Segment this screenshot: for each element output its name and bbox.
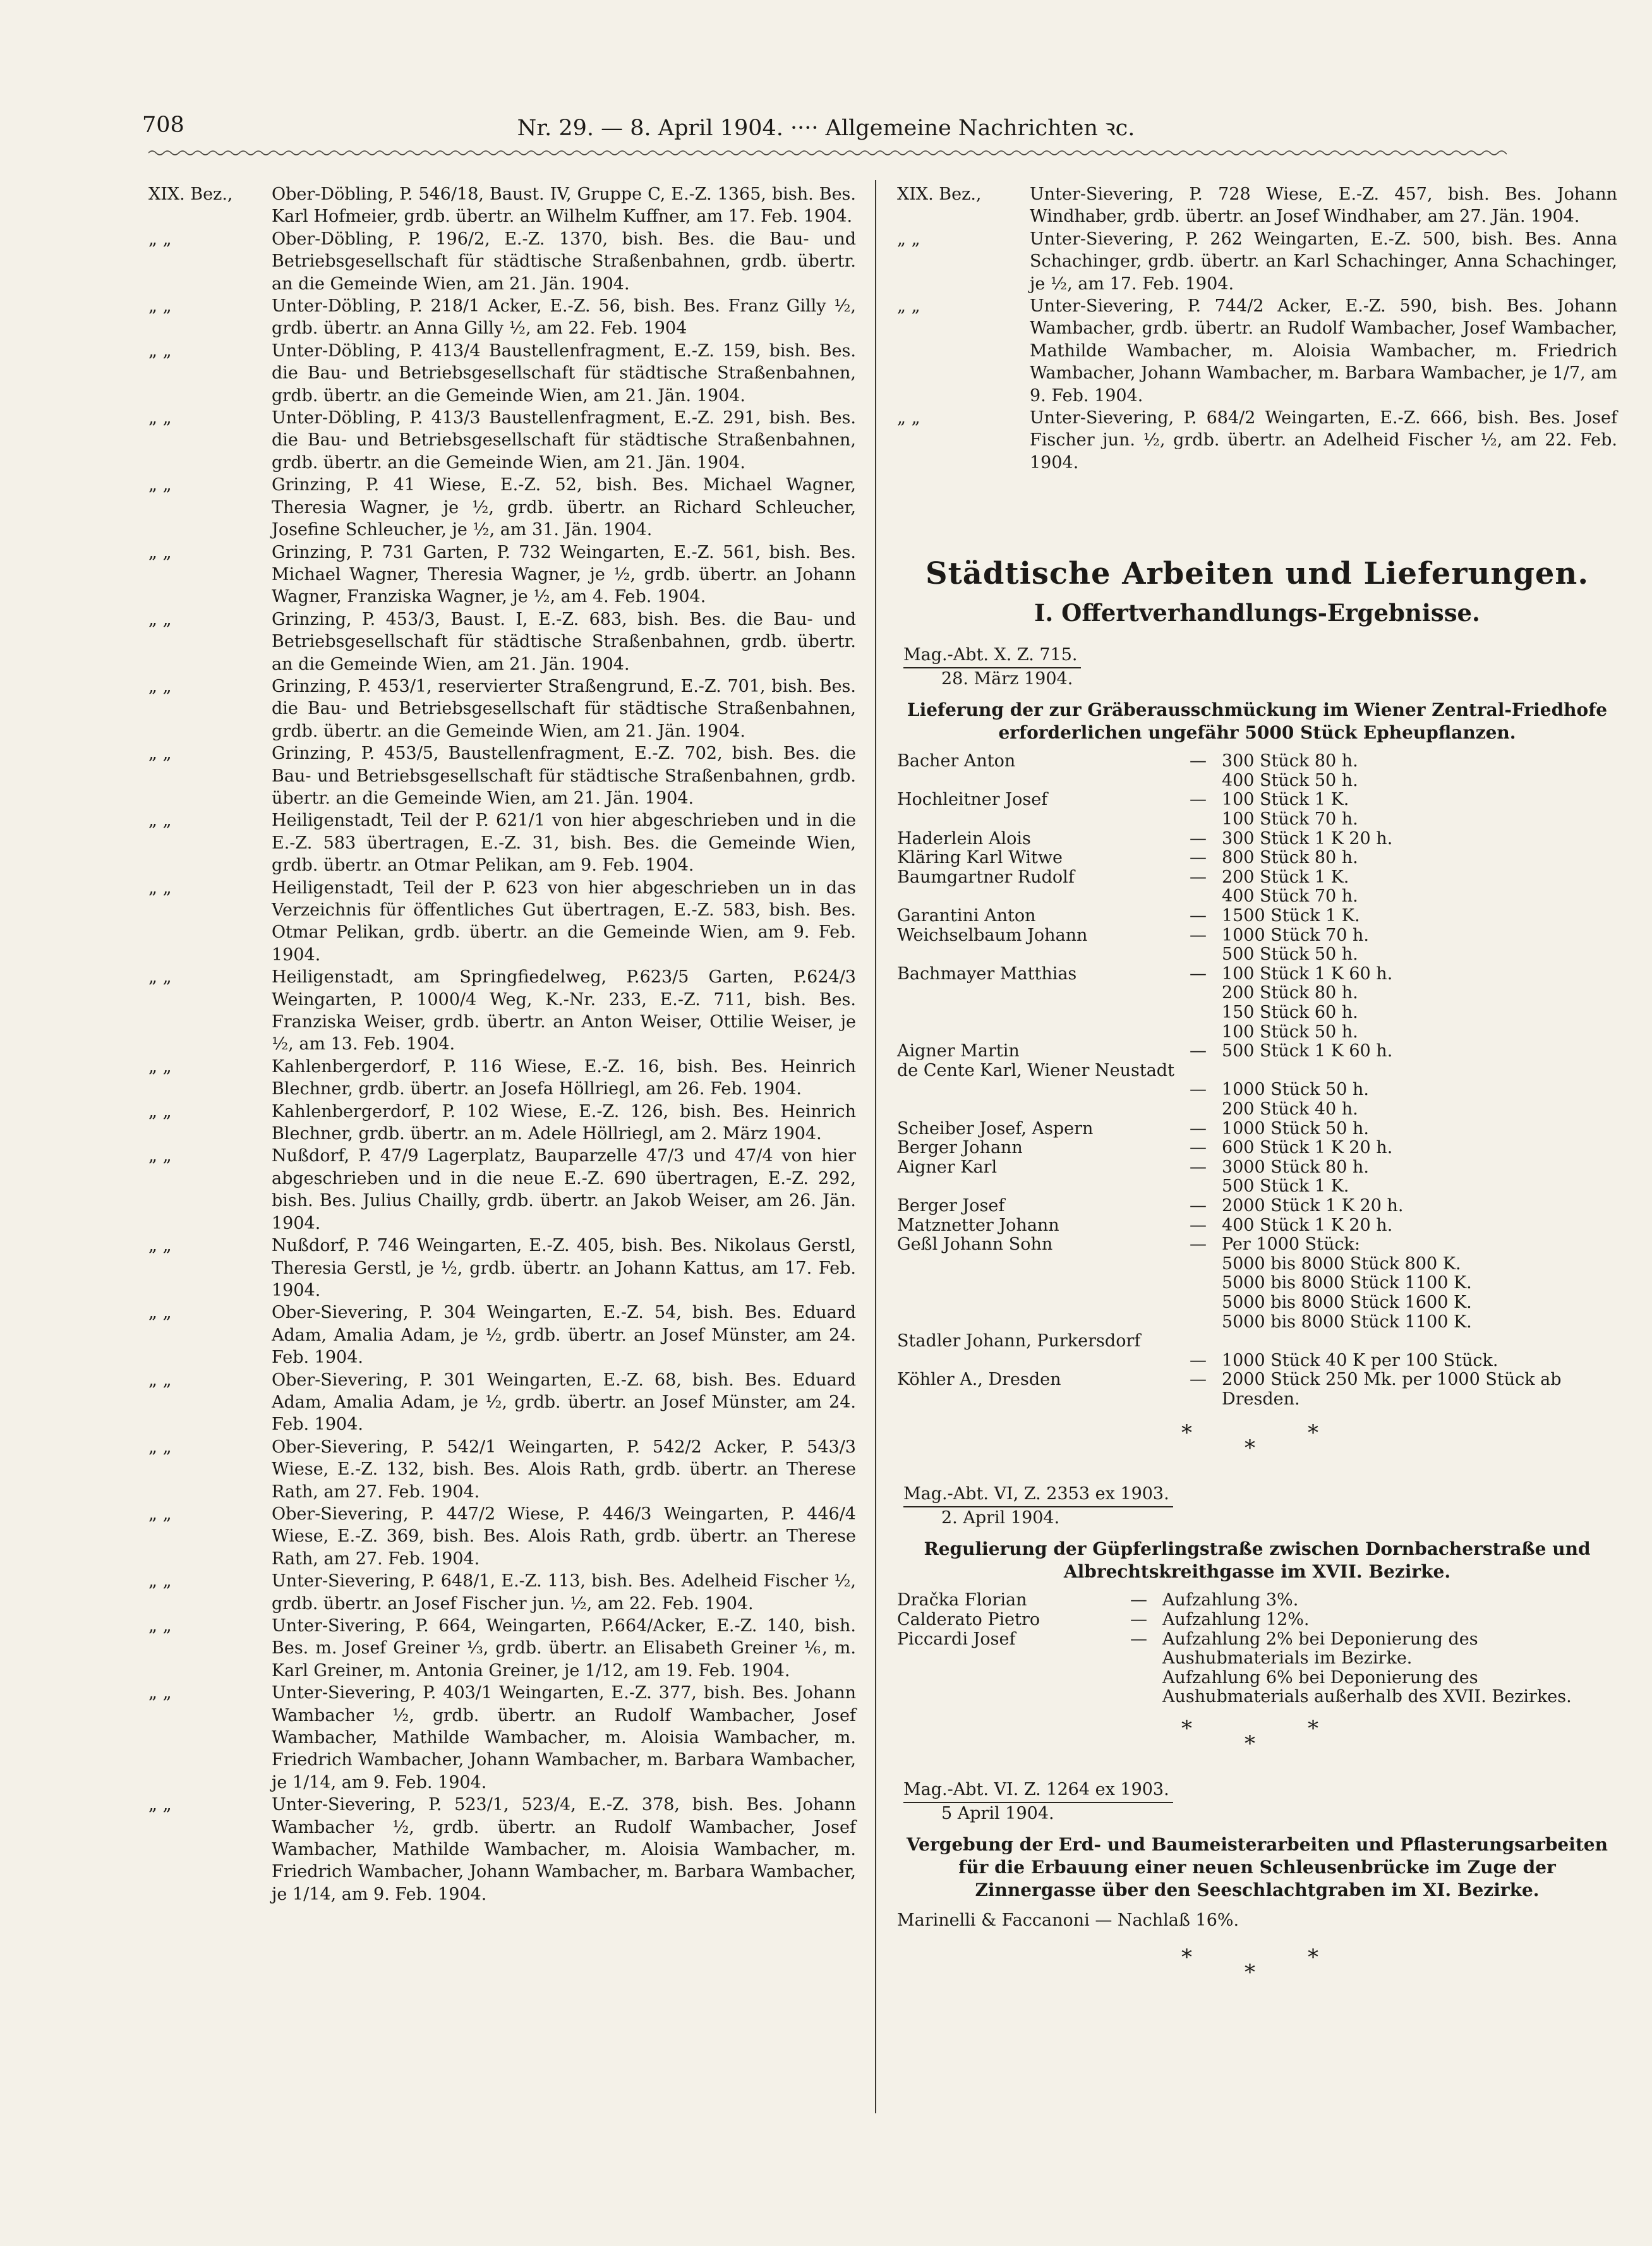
entry-prefix: „ „ (897, 229, 920, 249)
block2-reference (897, 1483, 1617, 1529)
offer-val: 100 Stück 70 h. (1221, 809, 1358, 830)
entry-text: Unter-Sievering, P. 403/1 Weingarten, E.-Z. 377, bish. Bes. Johann Wambacher ½, grdb. übertr. an Rudolf Wambacher, Josef Wambacher, Mathilde Wambacher, m. Aloisia Wambacher, m. Friedrich Wambacher, Johann Wambacher, m. Barbara Wambacher, je 1/14, am 9. Feb. 1904. (272, 1683, 856, 1792)
block1-subject: Lieferung der zur Gräberausschmückung im Wiener Zentral-Friedhofe erforderlichen ungefähr 5000 Stück Epheupflanzen. (907, 699, 1608, 744)
entry-text: Grinzing, P. 731 Garten, P. 732 Weingarten, E.-Z. 561, bish. Bes. Michael Wagner, Theresia Wagner, je ½, grdb. übertr. an Johann Wagner, Franziska Wagner, je ½, am 4. Feb. 1904. (272, 542, 856, 607)
entry-text: Nußdorf, P. 47/9 Lagerplatz, Bauparzelle 47/3 und 47/4 von hier abgeschrieben und in die neue E.-Z. 690 übertragen, E.-Z. 292, bish. Bes. Julius Chailly, grdb. übertr. an Jakob Weiser, am 26. Jän. 1904. (272, 1146, 856, 1233)
offer-val: 1000 Stück 70 h. (1221, 925, 1369, 945)
offer-val: 400 Stück 70 h. (1221, 886, 1358, 907)
offer-name: Haderlein Alois (897, 828, 1031, 848)
offer-row (897, 1370, 1617, 1409)
register-entry (148, 966, 856, 1056)
block3-ref: Mag.-Abt. VI. Z. 1264 ex 1903. (903, 1779, 1173, 1803)
offer-val: 200 Stück 1 K. (1221, 867, 1349, 887)
offer-name: Garantini Anton (897, 906, 1036, 926)
offer-val: Aufzahlung 3%. (1162, 1590, 1299, 1610)
offer-val: 2000 Stück 250 Mk. per 1000 Stück ab Dresden. (1221, 1370, 1562, 1409)
offer-val: 150 Stück 60 h. (1221, 1003, 1358, 1022)
offer-row (897, 1351, 1617, 1371)
entry-prefix: „ „ (148, 341, 172, 361)
offer-name (897, 1080, 1174, 1100)
offer-dash (1174, 1100, 1222, 1120)
entry-prefix: „ „ (148, 1303, 172, 1323)
offer-dash: — (1130, 1629, 1147, 1649)
entry-text: Unter-Sivering, P. 664, Weingarten, P.664/Acker, E.-Z. 140, bish. Bes. m. Josef Greiner ⅓, grdb. übertr. an Elisabeth Greiner ⅙, m. Karl Greiner, m. Antonia Greiner, je 1/12, am 19. Feb. 1904. (272, 1616, 856, 1681)
offer-name (897, 1023, 1174, 1042)
entry-text: Nußdorf, P. 746 Weingarten, E.-Z. 405, bish. Bes. Nikolaus Gerstl, Theresia Gerstl, je ½, grdb. übertr. an Johann Kattus, am 17. Feb. 1904. (272, 1236, 856, 1300)
offer-dash (1174, 1177, 1222, 1197)
entry-prefix: „ „ (148, 676, 172, 696)
register-entry (148, 1682, 856, 1794)
offer-name (897, 887, 1174, 907)
header-rule (148, 149, 1507, 157)
entry-prefix: „ „ (148, 1683, 172, 1703)
entry-text: Ober-Sievering, P. 301 Weingarten, E.-Z. 68, bish. Bes. Eduard Adam, Amalia Adam, je ½, grdb. übertr. an Josef Münster, am 24. Feb. 1904. (272, 1370, 856, 1435)
entry-prefix: „ „ (148, 1437, 172, 1457)
entry-prefix: „ „ (148, 967, 172, 987)
offer-dash: — (1189, 828, 1207, 848)
entry-text: Heiligenstadt, Teil der P. 621/1 von hier abgeschrieben und in die E.-Z. 583 übertragen, E.-Z. 31, bish. Bes. die Gemeinde Wien, grdb. übertr. an Otmar Pelikan, am 9. Feb. 1904. (272, 811, 856, 876)
star: * (1181, 1420, 1192, 1446)
offer-name: Stadler Johann, Purkersdorf (897, 1331, 1141, 1351)
offer-val: 300 Stück 80 h. (1221, 751, 1358, 771)
offer-dash: — (1189, 1157, 1207, 1177)
entry-text: Grinzing, P. 453/5, Baustellenfragment, E.-Z. 702, bish. Bes. die Bau- und Betriebsgesellschaft für städtische Straßenbahnen, grdb. übertr. an die Gemeinde Wien, am 21. Jän. 1904. (272, 744, 856, 808)
offer-val: 400 Stück 1 K 20 h. (1221, 1215, 1393, 1235)
entry-text: Grinzing, P. 453/1, reservierter Straßengrund, E.-Z. 701, bish. Bes. die Bau- und Betriebsgesellschaft für städtische Straßenbahnen, grdb. übertr. an die Gemeinde Wien, am 21. Jän. 1904. (272, 676, 856, 741)
offer-name (897, 1313, 1174, 1332)
offer-val: 100 Stück 1 K 60 h. (1221, 963, 1393, 984)
offer-val: 1500 Stück 1 K. (1221, 906, 1360, 926)
offer-row (897, 1177, 1617, 1197)
offer-name (897, 945, 1174, 965)
offer-row (897, 1061, 1617, 1081)
offer-name (897, 771, 1174, 791)
block3-date: 5 April 1904. (941, 1804, 1054, 1824)
offer-val: 1000 Stück 50 h. (1221, 1080, 1369, 1100)
register-entry (148, 474, 856, 541)
offer-row (897, 1100, 1617, 1120)
offer-val: 100 Stück 1 K. (1221, 790, 1349, 810)
block1-date: 28. März 1904. (941, 669, 1073, 689)
offer-name: Bacher Anton (897, 751, 1016, 771)
offer-dash: — (1189, 867, 1207, 887)
offer-dash: — (1189, 751, 1207, 771)
entry-text: Ober-Sievering, P. 304 Weingarten, E.-Z. 54, bish. Bes. Eduard Adam, Amalia Adam, je ½, grdb. übertr. an Josef Münster, am 24. Feb. 1904. (272, 1303, 856, 1368)
register-entry (148, 228, 856, 295)
offer-name: Geßl Johann Sohn (897, 1235, 1053, 1255)
entry-text: Unter-Sievering, P. 523/1, 523/4, E.-Z. 378, bish. Bes. Johann Wambacher ½, grdb. übertr. an Rudolf Wambacher, Josef Wambacher, Mathilde Wambacher, m. Aloisia Wambacher, m. Friedrich Wambacher, Johann Wambacher, m. Barbara Wambacher, je 1/14, am 9. Feb. 1904. (272, 1795, 856, 1904)
register-entry (148, 1436, 856, 1503)
offer-dash: — (1130, 1610, 1147, 1630)
entry-prefix: „ „ (148, 1504, 172, 1524)
offer-name (897, 1669, 1115, 1707)
offer-row (897, 752, 1617, 771)
separator-stars-1 (897, 1420, 1617, 1461)
offer-val: 300 Stück 1 K 20 h. (1221, 828, 1393, 848)
register-entry (897, 228, 1617, 295)
offer-row (897, 830, 1617, 849)
offer-name: Hochleitner Josef (897, 790, 1048, 810)
offer-row (897, 1313, 1617, 1332)
entry-prefix: „ „ (148, 1236, 172, 1256)
register-entry (148, 742, 856, 809)
offer-name (897, 1177, 1174, 1197)
entry-text: Ober-Döbling, P. 196/2, E.-Z. 1370, bish. Bes. die Bau- und Betriebsgesellschaft für städtische Straßenbahnen, grdb. übertr. an die Gemeinde Wien, am 21. Jän. 1904. (272, 229, 856, 294)
register-entry (148, 1794, 856, 1905)
block2-offers (897, 1591, 1617, 1707)
offer-dash (1174, 1313, 1222, 1332)
entry-text: Unter-Sievering, P. 684/2 Weingarten, E.-Z. 666, bish. Bes. Josef Fischer jun. ½, grdb. übertr. an Adelheid Fischer ½, am 22. Feb. 1904. (1030, 408, 1617, 473)
block3-reference (897, 1779, 1617, 1825)
register-entry (148, 340, 856, 407)
register-entry (148, 407, 856, 474)
entry-text: Unter-Sievering, P. 262 Weingarten, E.-Z. 500, bish. Bes. Anna Schachinger, grdb. übertr. an Karl Schachinger, Anna Schachinger, je ½, am 17. Feb. 1904. (1030, 229, 1617, 294)
offer-name (897, 1293, 1174, 1313)
offer-name (897, 1255, 1174, 1274)
offer-val: 200 Stück 80 h. (1221, 983, 1358, 1003)
entry-prefix: „ „ (148, 1571, 172, 1591)
offer-val: 1000 Stück 40 K per 100 Stück. (1221, 1350, 1498, 1370)
offer-name (897, 810, 1174, 830)
offer-row (897, 1216, 1617, 1236)
entry-prefix: XIX. Bez., (148, 184, 233, 204)
star: * (1308, 1945, 1318, 1971)
offer-name (897, 1351, 1174, 1371)
offer-dash (1174, 771, 1222, 791)
star: * (1308, 1716, 1318, 1742)
offer-name: Matznetter Johann (897, 1215, 1059, 1235)
offer-dash: — (1189, 1138, 1207, 1158)
entry-prefix: „ „ (148, 1056, 172, 1077)
register-entry (148, 1101, 856, 1145)
offer-row (897, 1591, 1617, 1610)
offer-row (897, 848, 1617, 868)
offer-val: 2000 Stück 1 K 20 h. (1221, 1195, 1404, 1216)
offer-val: Per 1000 Stück: (1221, 1235, 1360, 1255)
offer-dash: — (1189, 906, 1207, 926)
offer-name (897, 1274, 1174, 1293)
entry-text: Unter-Döbling, P. 413/3 Baustellenfragment, E.-Z. 291, bish. Bes. die Bau- und Betriebsgesellschaft für städtische Straßenbahnen, grdb. übertr. an die Gemeinde Wien, am 21. Jän. 1904. (272, 408, 856, 473)
entry-prefix: „ „ (148, 1616, 172, 1636)
register-entry (148, 1301, 856, 1368)
entry-prefix: „ „ (897, 408, 920, 428)
entry-text: Ober-Döbling, P. 546/18, Baust. IV, Gruppe C, E.-Z. 1365, bish. Bes. Karl Hofmeier, grdb. übertr. an Wilhelm Kuffner, am 17. Feb. 1904. (272, 184, 856, 227)
register-entry (148, 675, 856, 742)
offer-val: 500 Stück 1 K 60 h. (1221, 1041, 1393, 1061)
entry-prefix: „ „ (148, 542, 172, 562)
offer-name: Weichselbaum Johann (897, 925, 1088, 945)
entry-prefix: „ „ (148, 475, 172, 495)
offer-name (897, 1100, 1174, 1120)
offer-val: 5000 bis 8000 Stück 1100 K. (1221, 1312, 1472, 1332)
offer-dash: — (1189, 1080, 1207, 1100)
entry-prefix: „ „ (148, 1370, 172, 1390)
offer-row (897, 1274, 1617, 1293)
right-column (897, 183, 1617, 1986)
column-divider (875, 180, 876, 2113)
offer-dash: — (1189, 1215, 1207, 1235)
entry-text: Unter-Döbling, P. 218/1 Acker, E.-Z. 56, bish. Bes. Franz Gilly ½, grdb. übertr. an Anna Gilly ½, am 22. Feb. 1904 (272, 296, 856, 339)
offer-name: Aigner Martin (897, 1041, 1020, 1061)
offer-row (897, 1120, 1617, 1139)
offer-dash (1174, 984, 1222, 1003)
offer-val: 5000 bis 8000 Stück 1100 K. (1221, 1273, 1472, 1293)
entry-prefix: „ „ (148, 744, 172, 764)
offer-dash (1174, 1061, 1222, 1081)
offer-row (897, 1669, 1617, 1707)
star: * (1181, 1945, 1192, 1971)
register-entry (148, 295, 856, 340)
right-entries (897, 183, 1617, 474)
entry-prefix: XIX. Bez., (897, 184, 982, 204)
offer-name: Calderato Pietro (897, 1610, 1040, 1630)
offer-val: 500 Stück 1 K. (1221, 1176, 1349, 1197)
offer-row (897, 1023, 1617, 1042)
offer-dash (1115, 1669, 1162, 1707)
page-number: 708 (142, 112, 184, 138)
offer-name: Dračka Florian (897, 1590, 1027, 1610)
offer-row (897, 1610, 1617, 1630)
offer-dash: — (1189, 963, 1207, 984)
entry-text: Grinzing, P. 453/3, Baust. I, E.-Z. 683, bish. Bes. die Bau- und Betriebsgesellschaft für städtische Straßenbahnen, grdb. übertr. an die Gemeinde Wien, am 21. Jän. 1904. (272, 609, 856, 674)
offer-row (897, 926, 1617, 946)
offer-dash (1174, 1293, 1222, 1313)
offer-row (897, 907, 1617, 926)
entry-text: Heiligenstadt, Teil der P. 623 von hier abgeschrieben un in das Verzeichnis für öffentliches Gut übertragen, E.-Z. 583, bish. Bes. Otmar Pelikan, grdb. übertr. an die Gemeinde Wien, am 9. Feb. 1904. (272, 878, 856, 965)
offer-name: Bachmayer Matthias (897, 963, 1077, 984)
offer-row (897, 945, 1617, 965)
entry-text: Ober-Sievering, P. 447/2 Wiese, P. 446/3 Weingarten, P. 446/4 Wiese, E.-Z. 369, bish. Bes. Alois Rath, grdb. übertr. an Therese Rath, am 27. Feb. 1904. (272, 1504, 856, 1569)
offer-row (897, 1293, 1617, 1313)
offer-dash: — (1189, 1350, 1207, 1370)
offer-dash (1174, 810, 1222, 830)
register-entry (148, 1369, 856, 1436)
star: * (1245, 1960, 1255, 1986)
offer-val: 1000 Stück 50 h. (1221, 1118, 1369, 1138)
offer-row (897, 1235, 1617, 1255)
register-entry (148, 1615, 856, 1682)
entry-prefix: „ „ (148, 1146, 172, 1166)
offer-name: Aigner Karl (897, 1157, 998, 1177)
entry-prefix: „ „ (148, 811, 172, 831)
entry-text: Grinzing, P. 41 Wiese, E.-Z. 52, bish. Bes. Michael Wagner, Theresia Wagner, je ½, grdb. übertr. an Richard Schleucher, Josefine Schleucher, je ½, am 31. Jän. 1904. (272, 475, 856, 540)
offer-dash: — (1189, 790, 1207, 810)
offer-val (1222, 1332, 1617, 1351)
offer-dash (1174, 1003, 1222, 1023)
block1-ref: Mag.-Abt. X. Z. 715. (903, 644, 1081, 668)
offer-name: Berger Johann (897, 1138, 1023, 1158)
offer-row (897, 1630, 1617, 1669)
entry-prefix: „ „ (148, 408, 172, 428)
offer-row (897, 1003, 1617, 1023)
section-subtitle: I. Offertverhandlungs-Ergebnisse. (1034, 599, 1480, 627)
offer-val: 3000 Stück 80 h. (1221, 1157, 1369, 1177)
register-entry (148, 1235, 856, 1301)
offer-dash: — (1189, 848, 1207, 868)
offer-dash (1174, 1274, 1222, 1293)
offer-row (897, 771, 1617, 791)
offer-row (897, 868, 1617, 888)
entry-prefix: „ „ (148, 296, 172, 317)
offer-name: Piccardi Josef (897, 1629, 1016, 1649)
entry-text: Unter-Sievering, P. 744/2 Acker, E.-Z. 590, bish. Bes. Johann Wambacher, grdb. übertr. an Rudolf Wambacher, Josef Wambacher, Mathilde Wambacher, m. Aloisia Wambacher, m. Friedrich Wambacher, Johann Wambacher, m. Barbara Wambacher, je 1/7, am 9. Feb. 1904. (1030, 296, 1617, 406)
offer-row (897, 1080, 1617, 1100)
offer-row (897, 887, 1617, 907)
register-entry (148, 1570, 856, 1615)
offer-dash: — (1130, 1590, 1147, 1610)
offer-name (897, 984, 1174, 1003)
entry-text: Unter-Sievering, P. 728 Wiese, E.-Z. 457, bish. Bes. Johann Windhaber, grdb. übertr. an Josef Windhaber, am 27. Jän. 1904. (1030, 184, 1617, 227)
register-entry (897, 407, 1617, 474)
offer-dash: — (1189, 1370, 1207, 1390)
entry-text: Heiligenstadt, am Springfiedelweg, P.623/5 Garten, P.624/3 Weingarten, P. 1000/4 Weg, K.-Nr. 233, E.-Z. 711, bish. Bes. Franziska Weiser, grdb. übertr. an Anton Weiser, Ottilie Weiser, je ½, am 13. Feb. 1904. (272, 967, 856, 1054)
register-entry (897, 183, 1617, 228)
offer-dash (1174, 887, 1222, 907)
entry-prefix: „ „ (148, 878, 172, 898)
offer-val: 500 Stück 50 h. (1221, 945, 1358, 965)
offer-dash: — (1189, 1041, 1207, 1061)
block2-subject: Regulierung der Güpferlingstraße zwischen Dornbacherstraße und Albrechtskreithgasse im XVII. Bezirke. (924, 1538, 1591, 1583)
star: * (1245, 1731, 1255, 1757)
block2-date: 2. April 1904. (941, 1508, 1060, 1528)
offer-val: Aufzahlung 2% bei Deponierung des Aushubmaterials im Bezirke. (1162, 1629, 1478, 1669)
register-entry (148, 608, 856, 675)
register-entry (897, 295, 1617, 407)
offer-val: 5000 bis 8000 Stück 1600 K. (1221, 1292, 1472, 1312)
entry-prefix: „ „ (148, 609, 172, 629)
offer-val: 400 Stück 50 h. (1221, 770, 1358, 790)
offer-val: 100 Stück 50 h. (1221, 1022, 1358, 1042)
block3-result: Marinelli & Faccanoni — Nachlaß 16%. (897, 1911, 1239, 1931)
section-title: Städtische Arbeiten und Lieferungen. (925, 556, 1589, 592)
register-entry (148, 877, 856, 967)
star: * (1245, 1435, 1255, 1461)
page-header (142, 112, 1510, 150)
separator-stars-3 (897, 1945, 1617, 1986)
offer-val: 600 Stück 1 K 20 h. (1221, 1138, 1393, 1158)
offer-row (897, 1197, 1617, 1216)
register-entry (148, 183, 856, 228)
offer-name: Kläring Karl Witwe (897, 848, 1063, 868)
entry-text: Unter-Sievering, P. 648/1, E.-Z. 113, bish. Bes. Adelheid Fischer ½, grdb. übertr. an Josef Fischer jun. ½, am 22. Feb. 1904. (272, 1571, 856, 1614)
offer-name: de Cente Karl, Wiener Neustadt (897, 1060, 1174, 1080)
offer-dash: — (1189, 925, 1207, 945)
offer-val: 200 Stück 40 h. (1221, 1099, 1358, 1119)
offer-dash (1174, 1023, 1222, 1042)
register-entry (148, 1503, 856, 1570)
block2-ref: Mag.-Abt. VI, Z. 2353 ex 1903. (903, 1483, 1173, 1507)
entry-prefix: „ „ (148, 1795, 172, 1815)
offer-name: Berger Josef (897, 1195, 1005, 1216)
offer-val: Aufzahlung 6% bei Deponierung des Aushubmaterials außerhalb des XVII. Bezirkes. (1162, 1667, 1572, 1707)
block3-subject: Vergebung der Erd- und Baumeisterarbeiten und Pflasterungsarbeiten für die Erbauung einer neuen Schleusenbrücke im Zuge der Zinnergasse über den Seeschlachtgraben im XI. Bezirke. (907, 1834, 1608, 1901)
block1-offers (897, 752, 1617, 1409)
offer-val: Aufzahlung 12%. (1162, 1610, 1310, 1630)
register-entry (148, 1056, 856, 1101)
offer-row (897, 1042, 1617, 1061)
offer-dash (1174, 1255, 1222, 1274)
offer-name: Scheiber Josef, Aspern (897, 1118, 1094, 1138)
star: * (1181, 1716, 1192, 1742)
register-entry (148, 541, 856, 608)
offer-row (897, 1255, 1617, 1274)
offer-val (1222, 1061, 1617, 1081)
offer-row (897, 984, 1617, 1003)
entry-prefix: „ „ (148, 229, 172, 249)
offer-dash (1174, 1332, 1222, 1351)
offer-name: Köhler A., Dresden (897, 1370, 1061, 1390)
entry-text: Unter-Döbling, P. 413/4 Baustellenfragment, E.-Z. 159, bish. Bes. die Bau- und Betriebsgesellschaft für städtische Straßenbahnen, grdb. übertr. an die Gemeinde Wien, am 21. Jän. 1904. (272, 341, 856, 406)
offer-val: 5000 bis 8000 Stück 800 K. (1221, 1253, 1461, 1274)
entry-text: Ober-Sievering, P. 542/1 Weingarten, P. 542/2 Acker, P. 543/3 Wiese, E.-Z. 132, bish. Bes. Alois Rath, grdb. übertr. an Therese Rath, am 27. Feb. 1904. (272, 1437, 856, 1502)
entry-prefix: „ „ (148, 1101, 172, 1121)
offer-val: 800 Stück 80 h. (1221, 848, 1358, 868)
offer-row (897, 1138, 1617, 1158)
offer-row (897, 1158, 1617, 1178)
offer-row (897, 965, 1617, 984)
star: * (1308, 1420, 1318, 1446)
entry-text: Kahlenbergerdorf, P. 102 Wiese, E.-Z. 126, bish. Bes. Heinrich Blechner, grdb. übertr. an m. Adele Höllriegl, am 2. März 1904. (272, 1101, 856, 1144)
offer-row (897, 1332, 1617, 1351)
offer-dash: — (1189, 1195, 1207, 1216)
offer-row (897, 790, 1617, 810)
entry-prefix: „ „ (897, 296, 920, 317)
offer-dash: — (1189, 1235, 1207, 1255)
offer-name (897, 1003, 1174, 1023)
entry-text: Kahlenbergerdorf, P. 116 Wiese, E.-Z. 16, bish. Bes. Heinrich Blechner, grdb. übertr. an Josefa Höllriegl, am 26. Feb. 1904. (272, 1056, 856, 1099)
offer-dash (1174, 945, 1222, 965)
register-entry (148, 1145, 856, 1235)
offer-row (897, 810, 1617, 830)
block1-reference (897, 644, 1617, 690)
register-entry (148, 809, 856, 876)
separator-stars-2 (897, 1716, 1617, 1757)
offer-name: Baumgartner Rudolf (897, 867, 1075, 887)
left-column (148, 183, 856, 1905)
header-title: Nr. 29. — 8. April 1904. ···· Allgemeine Nachrichten ꝛc. (517, 116, 1135, 141)
offer-dash: — (1189, 1118, 1207, 1138)
